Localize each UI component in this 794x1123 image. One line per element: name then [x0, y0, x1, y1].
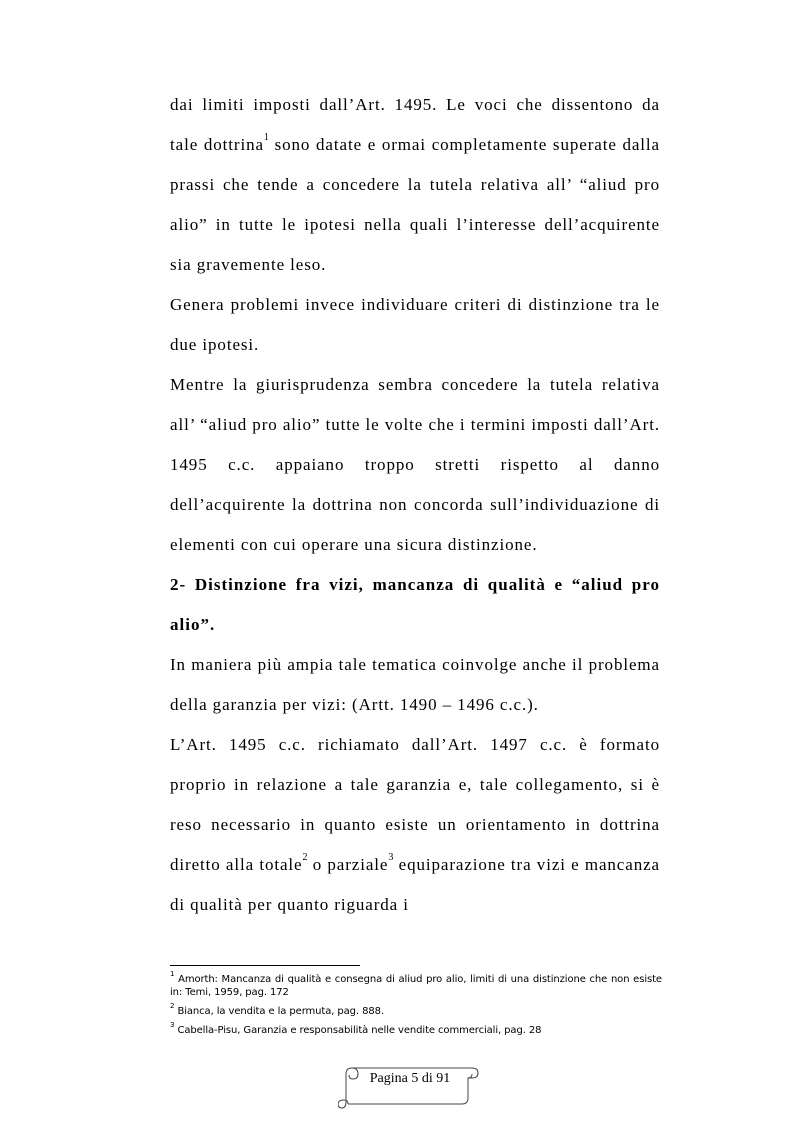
footnote-number: 1 [170, 969, 175, 978]
footnote-number: 3 [170, 1020, 175, 1029]
paragraph: Mentre la giurisprudenza sembra concedere la tutela relativa all’ “aliud pro alio” tutte le volte che i termini imposti dall’Art. 1495 c.c. appaiano troppo stretti rispetto al danno dell’acquirente la dottrina non concorda sull’individuazione di elementi con cui operare una sicura distinzione. [170, 375, 660, 554]
body-text [170, 85, 660, 925]
footnote-separator [170, 965, 360, 966]
text-run: L’Art. 1495 c.c. richiamato dall’Art. 1497 c.c. è formato proprio in relazione a tale garanzia e, tale collegamento, si è reso necessario in quanto esiste un orientamento in dottrina diretto alla totale [170, 735, 660, 874]
footnote [170, 1001, 662, 1018]
footnote-text: Amorth: Mancanza di qualità e consegna di aliud pro alio, limiti di una distinzione che non esiste in: Temi, 1959, pag. 172 [170, 974, 662, 998]
page-number-scroll [338, 1062, 480, 1110]
text-run: dai limiti imposti dall’Art. 1495. Le voci che dissentono da tale dottrina [170, 95, 660, 154]
section-heading: 2- Distinzione fra vizi, mancanza di qualità e “aliud pro alio”. [170, 575, 660, 634]
text-run: equiparazione tra vizi e mancanza di qualità per quanto riguarda i [170, 855, 660, 914]
footnote [170, 1020, 662, 1037]
footnotes [170, 969, 662, 1043]
footnote-ref[interactable]: 2 [302, 852, 308, 864]
text-run: o parziale [307, 855, 389, 874]
paragraph [170, 85, 660, 285]
paragraph: Genera problemi invece individuare criteri di distinzione tra le due ipotesi. [170, 295, 660, 354]
footnote-text: Bianca, la vendita e la permuta, pag. 888. [174, 1006, 384, 1017]
page-number: Pagina 5 di 91 [369, 1071, 451, 1086]
text-run: sono datate e ormai completamente superate dalla prassi che tende a concedere la tutela relativa all’ “aliud pro alio” in tutte le ipotesi nella quali l’interesse dell’acquirente sia gravemente leso. [170, 135, 660, 274]
footnote [170, 969, 662, 999]
footnote-text: Cabella-Pisu, Garanzia e responsabilità nelle vendite commerciali, pag. 28 [174, 1025, 542, 1036]
footnote-ref[interactable]: 3 [388, 852, 394, 864]
footnote-ref[interactable]: 1 [263, 132, 269, 144]
paragraph [170, 725, 660, 925]
footnote-number: 2 [170, 1001, 175, 1010]
paragraph: In maniera più ampia tale tematica coinvolge anche il problema della garanzia per vizi: (Artt. 1490 – 1496 c.c.). [170, 655, 660, 714]
